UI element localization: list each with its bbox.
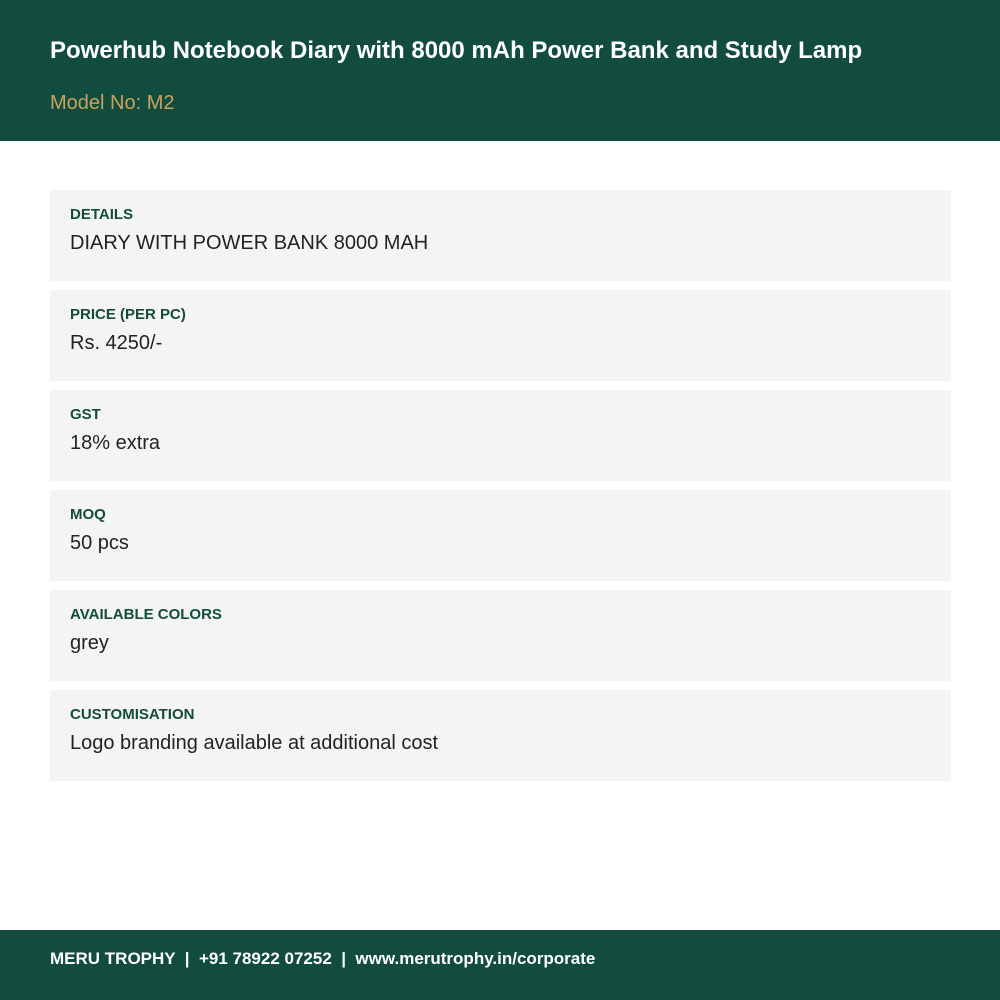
- detail-label: DETAILS: [70, 206, 134, 223]
- detail-value: 50 pcs: [70, 532, 129, 554]
- detail-label: AVAILABLE COLORS: [70, 606, 222, 623]
- product-title: Powerhub Notebook Diary with 8000 mAh Power Bank and Study Lamp: [50, 37, 863, 64]
- detail-card-price: [50, 290, 951, 381]
- page-header: [0, 0, 1000, 141]
- detail-value: DIARY WITH POWER BANK 8000 MAH: [70, 232, 429, 254]
- detail-card-details: [50, 190, 951, 281]
- detail-card-moq: [50, 490, 951, 581]
- detail-value: 18% extra: [70, 432, 161, 454]
- model-number: Model No: M2: [50, 92, 175, 114]
- detail-label: GST: [70, 406, 101, 423]
- detail-card-colors: [50, 590, 951, 681]
- detail-value: grey: [70, 632, 109, 654]
- detail-card-customisation: [50, 690, 951, 781]
- detail-card-gst: [50, 390, 951, 481]
- page-footer: [0, 930, 1000, 1000]
- detail-label: MOQ: [70, 506, 106, 523]
- detail-label: CUSTOMISATION: [70, 706, 195, 723]
- detail-label: PRICE (PER PC): [70, 306, 186, 323]
- detail-value: Rs. 4250/-: [70, 332, 163, 354]
- detail-value: Logo branding available at additional cost: [70, 732, 439, 754]
- footer-contact-info: MERU TROPHY | +91 78922 07252 | www.merutrophy.in/corporate: [50, 949, 596, 968]
